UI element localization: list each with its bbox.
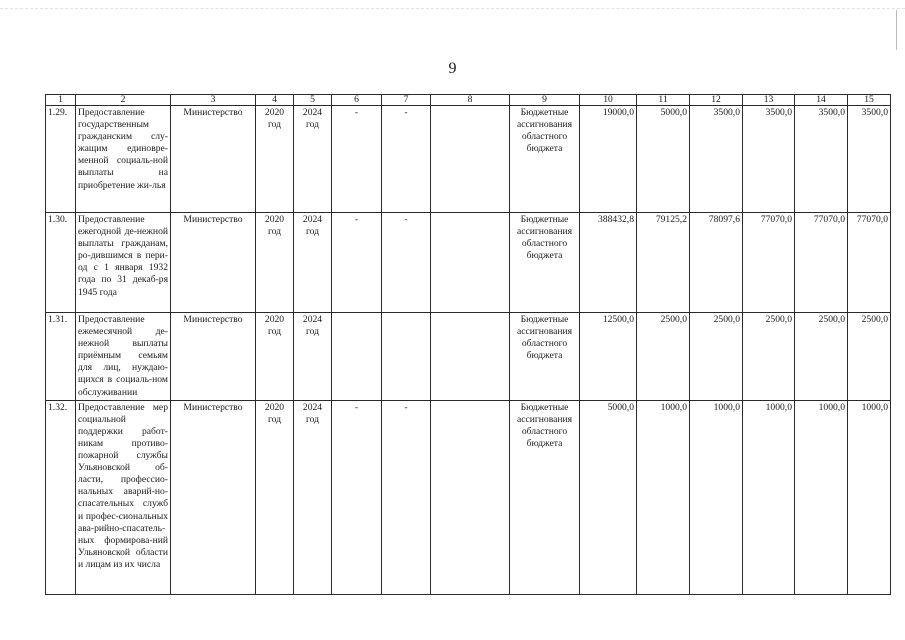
funding-source: Бюджетные ассигнования областного бюджета [510,400,580,594]
measure-name: Предоставление мер социальной поддержки работ-никам противо-пожарной службы Ульяновской об-ласти, профессио-нальных аварий-но-спасательных служб и профес-сиональных ава-рийно-спасатель-ных формирова-ний Ульяновской области и лицам из их числа [76,400,171,594]
executor: Министерство [171,313,256,401]
amount-year-3: 2500,0 [743,313,795,401]
row-number: 1.30. [46,213,76,313]
column-header: 14 [795,95,848,106]
column-header: 7 [382,95,431,106]
column-header: 10 [580,95,637,106]
amount-year-2: 3500,0 [690,106,743,213]
amount-year-2: 1000,0 [690,400,743,594]
cell-col-7: - [382,400,431,594]
cell-col-6 [332,313,382,401]
table-row [46,313,891,401]
amount-year-3: 1000,0 [743,400,795,594]
scan-edge-marks [0,8,905,11]
end-year: 2024 год [294,313,332,401]
row-number: 1.32. [46,400,76,594]
column-header: 4 [256,95,294,106]
cell-col-7 [382,313,431,401]
amount-year-4: 2500,0 [795,313,848,401]
total-amount: 19000,0 [580,106,637,213]
amount-year-5: 77070,0 [848,213,891,313]
column-header: 12 [690,95,743,106]
amount-year-4: 77070,0 [795,213,848,313]
table-row [46,213,891,313]
total-amount: 12500,0 [580,313,637,401]
column-header: 11 [637,95,690,106]
amount-year-3: 3500,0 [743,106,795,213]
funding-source: Бюджетные ассигнования областного бюджета [510,106,580,213]
amount-year-1: 79125,2 [637,213,690,313]
column-header: 15 [848,95,891,106]
measure-name: Предоставление государственным гражданским слу-жащим единовре-менной социаль-ной выплаты на приобретение жи-лья [76,106,171,213]
column-header: 6 [332,95,382,106]
column-header: 13 [743,95,795,106]
start-year: 2020 год [256,213,294,313]
executor: Министерство [171,213,256,313]
amount-year-3: 77070,0 [743,213,795,313]
column-header: 5 [294,95,332,106]
cell-col-6: - [332,400,382,594]
amount-year-4: 1000,0 [795,400,848,594]
amount-year-2: 78097,6 [690,213,743,313]
cell-col-8 [431,400,510,594]
cell-col-6: - [332,213,382,313]
cell-col-8 [431,213,510,313]
table-row [46,400,891,594]
amount-year-5: 1000,0 [848,400,891,594]
cell-col-8 [431,106,510,213]
column-header: 2 [76,95,171,106]
page-number: 9 [448,60,457,77]
funding-source: Бюджетные ассигнования областного бюджета [510,313,580,401]
funding-source: Бюджетные ассигнования областного бюджета [510,213,580,313]
column-header: 8 [431,95,510,106]
amount-year-1: 5000,0 [637,106,690,213]
amount-year-5: 3500,0 [848,106,891,213]
row-number: 1.31. [46,313,76,401]
measure-name: Предоставление ежемесячной де-нежной выплаты приёмным семьям для лиц, нуждаю-щихся в социаль-ном обслуживании [76,313,171,401]
row-number: 1.29. [46,106,76,213]
cell-col-7: - [382,106,431,213]
column-header: 1 [46,95,76,106]
end-year: 2024 год [294,213,332,313]
end-year: 2024 год [294,106,332,213]
column-number-row [46,95,891,106]
cell-col-8 [431,313,510,401]
amount-year-2: 2500,0 [690,313,743,401]
amount-year-1: 2500,0 [637,313,690,401]
scan-right-edge [896,10,897,50]
executor: Министерство [171,106,256,213]
measure-name: Предоставление ежегодной де-нежной выплаты гражданам, ро-дившимся в пери-од с 1 января 1932 года по 31 декаб-ря 1945 года [76,213,171,313]
executor: Министерство [171,400,256,594]
amount-year-1: 1000,0 [637,400,690,594]
cell-col-6: - [332,106,382,213]
start-year: 2020 год [256,313,294,401]
start-year: 2020 год [256,106,294,213]
total-amount: 388432,8 [580,213,637,313]
start-year: 2020 год [256,400,294,594]
program-measures-table [45,94,891,595]
end-year: 2024 год [294,400,332,594]
column-header: 9 [510,95,580,106]
amount-year-5: 2500,0 [848,313,891,401]
total-amount: 5000,0 [580,400,637,594]
cell-col-7: - [382,213,431,313]
column-header: 3 [171,95,256,106]
table-row [46,106,891,213]
amount-year-4: 3500,0 [795,106,848,213]
